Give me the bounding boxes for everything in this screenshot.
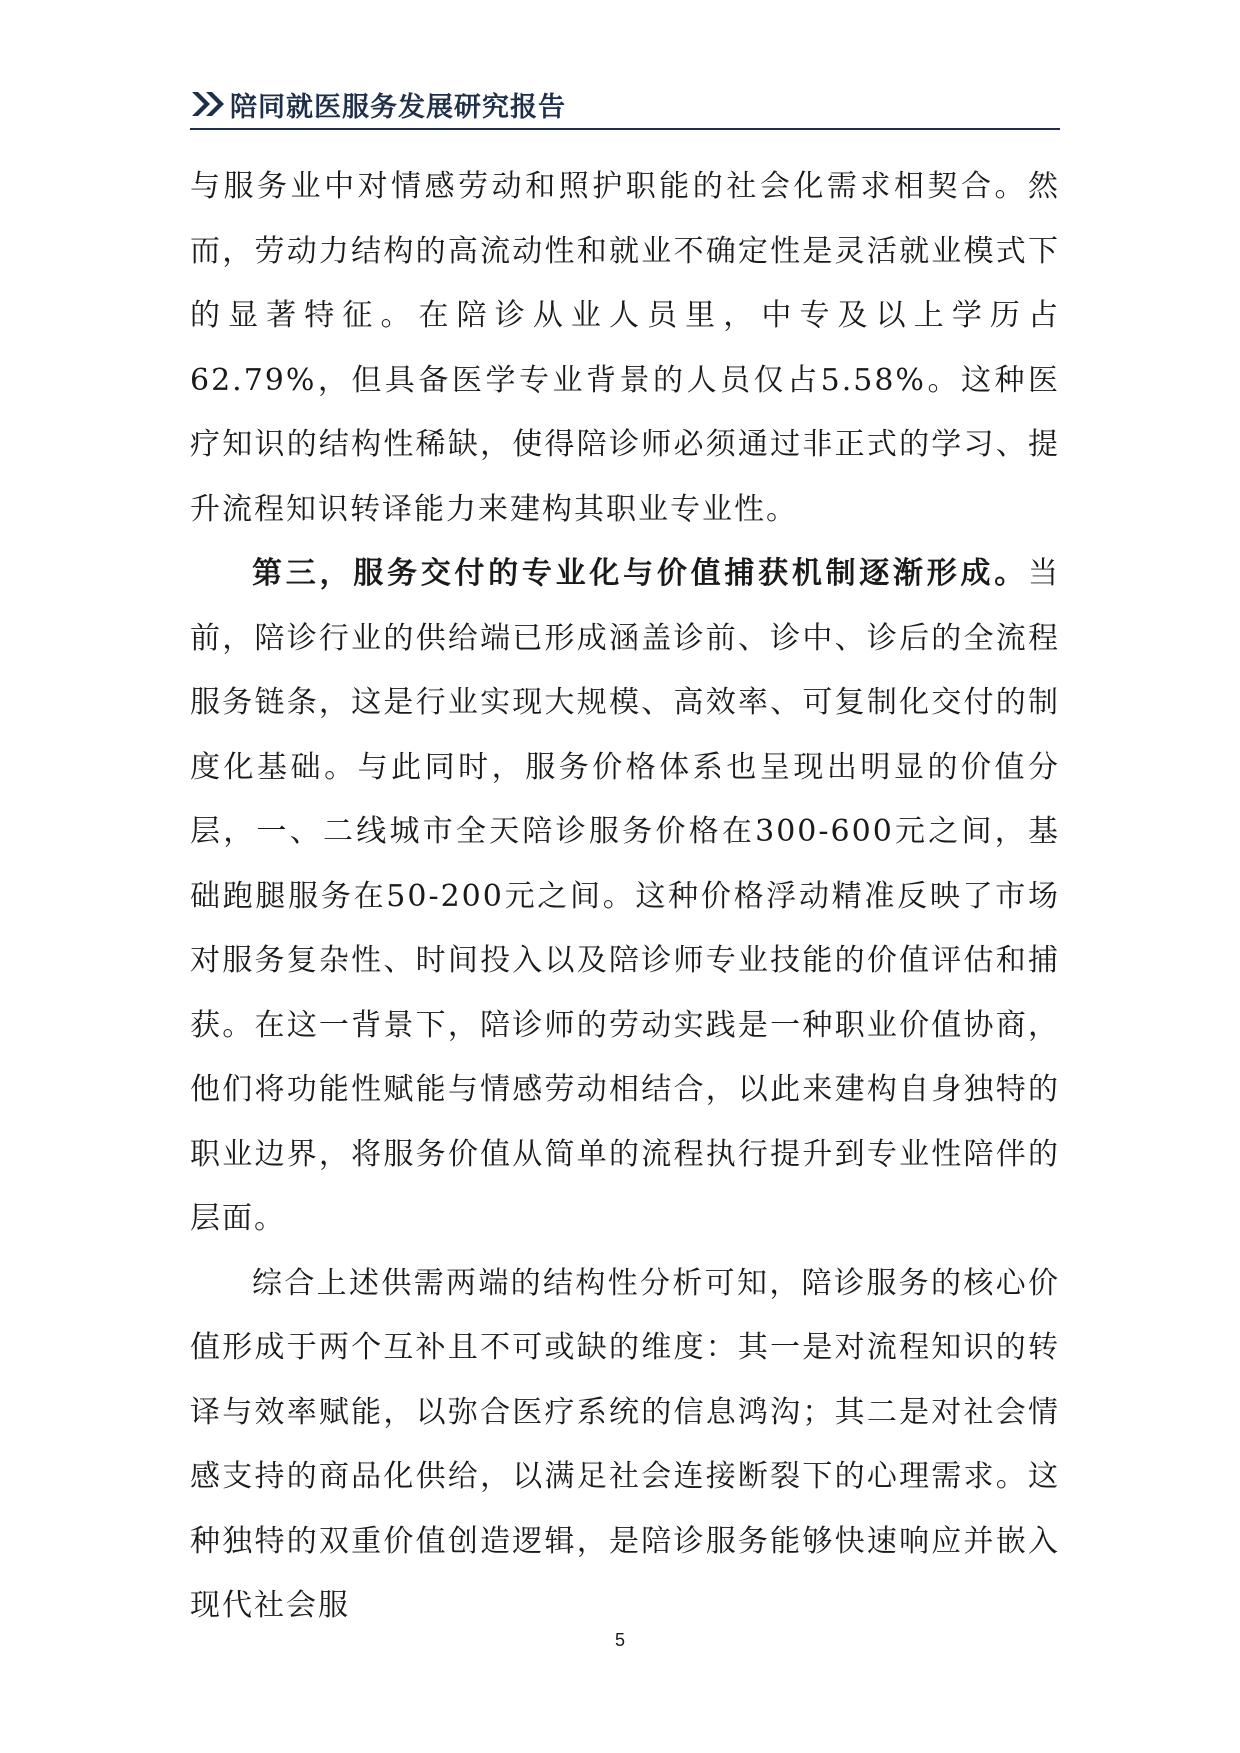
report-title: 陪同就医服务发展研究报告 <box>230 91 566 123</box>
paragraph-1: 与服务业中对情感劳动和照护职能的社会化需求相契合。然而，劳动力结构的高流动性和就业不确定性是灵活就业模式下的显著特征。在陪诊从业人员里，中专及以上学历占62.79%，但具备医学专业背景的人员仅占5.58%。这种医疗知识的结构性稀缺，使得陪诊师必须通过非正式的学习、提升流程知识转译能力来建构其职业专业性。 <box>190 169 1060 527</box>
paragraph-2-bold-lead: 第三，服务交付的专业化与价值捕获机制逐渐形成。 <box>252 556 1028 591</box>
paragraph-2 <box>190 542 1060 1252</box>
double-chevron-right-icon <box>190 89 226 119</box>
paragraph-2-text: 当前，陪诊行业的供给端已形成涵盖诊前、诊中、诊后的全流程服务链条，这是行业实现大规模、高效率、可复制化交付的制度化基础。与此同时，服务价格体系也呈现出明显的价值分层，一、二线城市全天陪诊服务价格在300-600元之间，基础跑腿服务在50-200元之间。这种价格浮动精准反映了市场对服务复杂性、时间投入以及陪诊师专业技能的价值评估和捕获。在这一背景下，陪诊师的劳动实践是一种职业价值协商，他们将功能性赋能与情感劳动相结合，以此来建构自身独特的职业边界，将服务价值从简单的流程执行提升到专业性陪伴的层面。 <box>190 556 1060 1236</box>
page-number: 5 <box>614 1630 625 1650</box>
paragraph-3: 综合上述供需两端的结构性分析可知，陪诊服务的核心价值形成于两个互补且不可或缺的维度：其一是对流程知识的转译与效率赋能，以弥合医疗系统的信息鸿沟；其二是对社会情感支持的商品化供给，以满足社会连接断裂下的心理需求。这种独特的双重价值创造逻辑，是陪诊服务能够快速响应并嵌入现代社会服 <box>190 1265 1060 1623</box>
document-body <box>190 155 1060 1639</box>
page-header <box>190 80 1060 130</box>
